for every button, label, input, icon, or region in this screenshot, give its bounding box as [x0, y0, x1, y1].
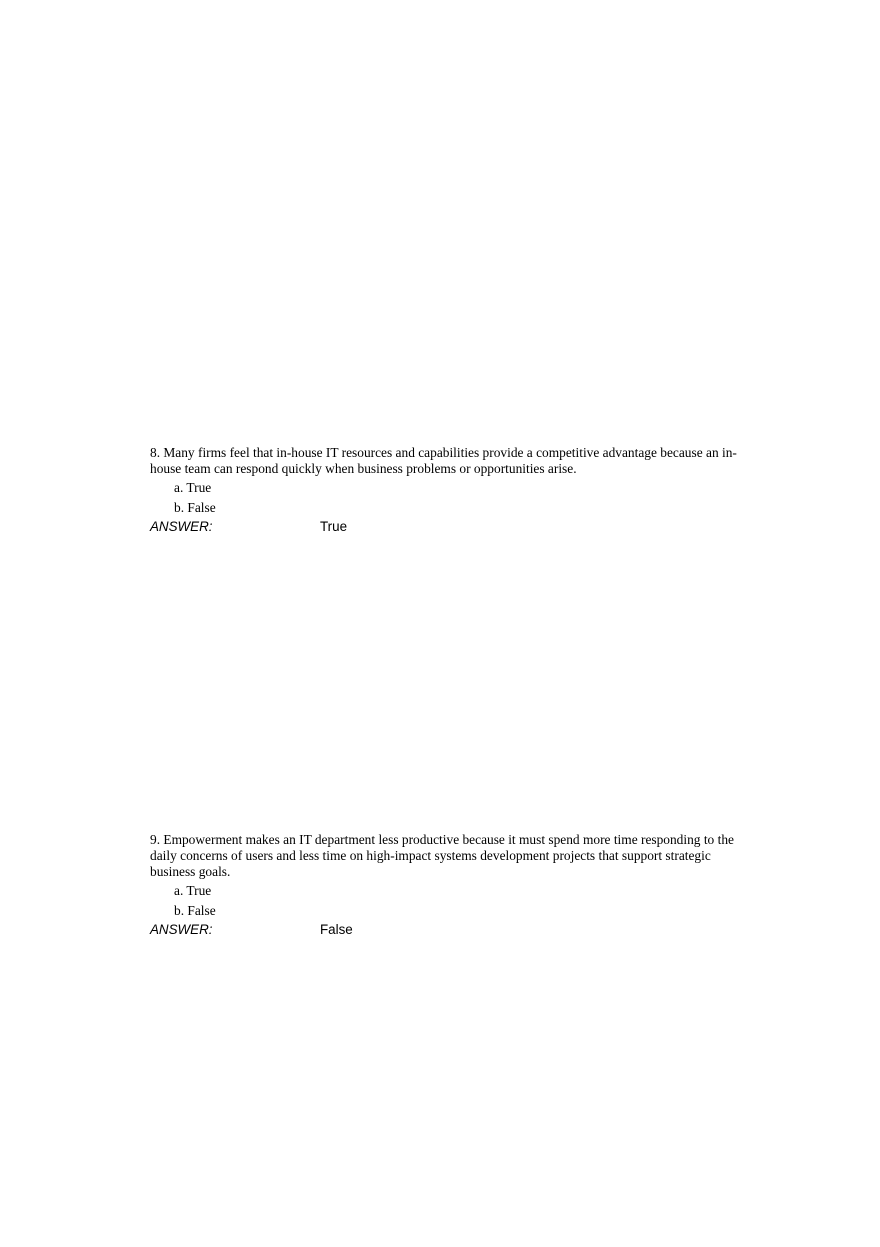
answer-options — [150, 881, 740, 920]
question-8 — [150, 445, 740, 537]
option-false: b. False — [174, 902, 216, 918]
answer-row — [150, 517, 740, 537]
answer-options — [150, 478, 740, 517]
question-stem: 9. Empowerment makes an IT department less productive because it must spend more time responding to the daily concerns of users and less time on high-impact systems development projects that support strategic business goals. — [150, 832, 734, 879]
option-true: a. True — [174, 883, 212, 898]
option-false: b. False — [174, 499, 216, 515]
answer-label: ANSWER: — [150, 922, 213, 937]
answer-value: True — [320, 519, 348, 534]
answer-label: ANSWER: — [150, 519, 213, 534]
question-9 — [150, 832, 740, 940]
answer-value: False — [320, 922, 353, 937]
answer-row — [150, 920, 740, 940]
question-stem: 8. Many firms feel that in-house IT resources and capabilities provide a competitive advantage because an in-house team can respond quickly when business problems or opportunities arise. — [150, 445, 737, 476]
option-true: a. True — [174, 480, 212, 495]
